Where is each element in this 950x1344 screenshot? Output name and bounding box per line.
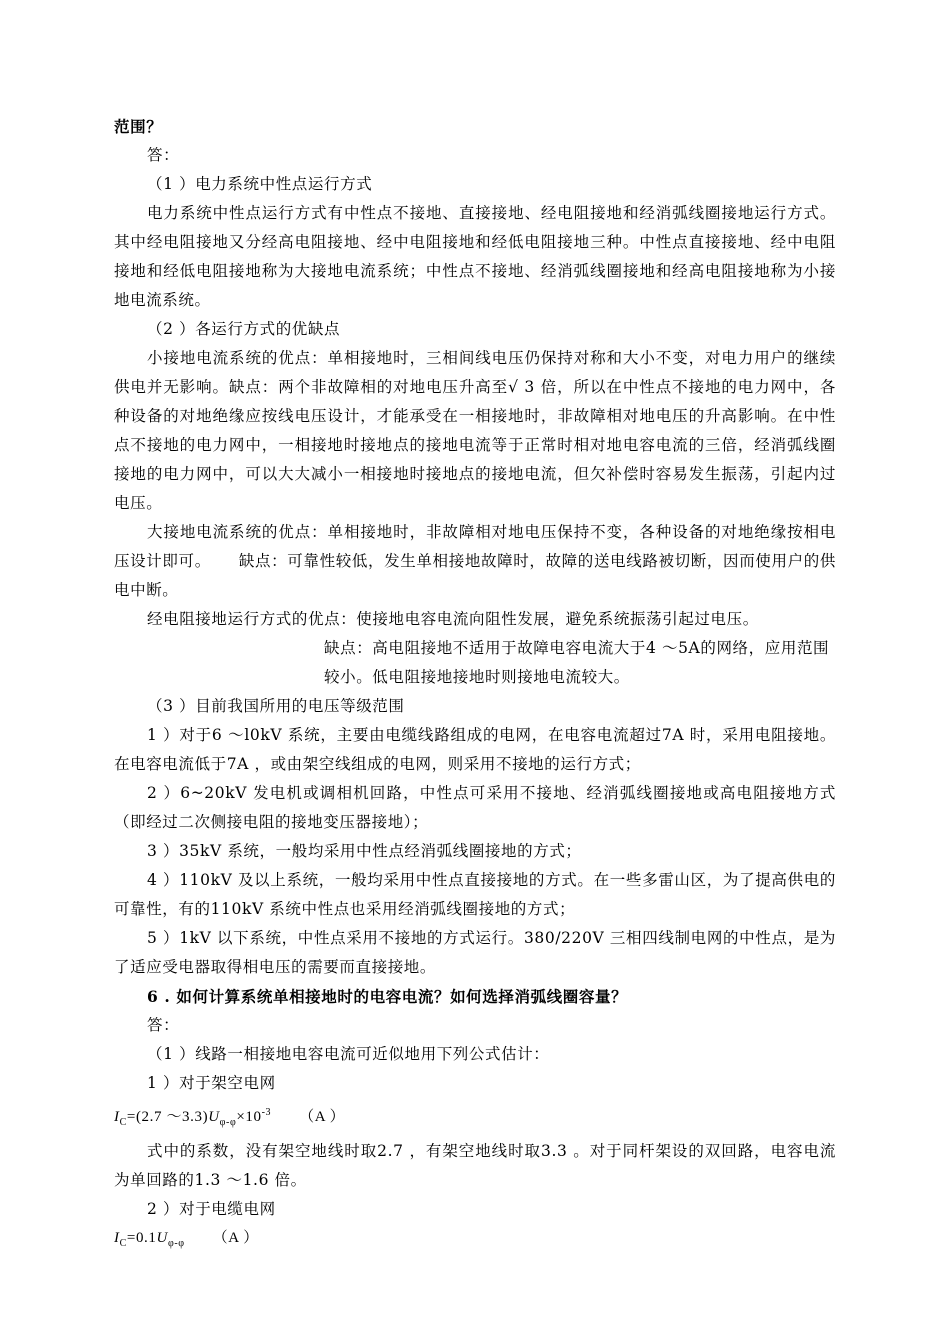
formula-coefficient: =0.1 <box>126 1230 157 1246</box>
formula-sub-phase: φ-φ <box>219 1117 237 1128</box>
voltage-item-5: 5 ）1kV 以下系统，中性点采用不接地的方式运行。380/220V 三相四线制电网的中性点，是为了适应受电器取得相电压的需要而直接接地。 <box>114 929 836 976</box>
subheading-capacitance: （1 ）线路一相接地电容电流可近似地用下列公式估计： <box>147 1045 550 1063</box>
heading-continuation: 范围？ <box>114 117 163 136</box>
paragraph-resistance-disadvantages <box>114 634 836 692</box>
subheading-3: （3 ）目前我国所用的电压等级范围 <box>147 697 405 715</box>
paragraph-small-current-system: 小接地电流系统的优点：单相接地时，三相间线电压仍保持对称和大小不变，对电力用户的继续供电并无影响。缺点：两个非故障相的对地电压升高至√ 3 倍，所以在中性点不接地的电力网中，各种设备的对地绝缘应按线电压设计，才能承受在一相接地时，非故障相对地电压的升高影响。在中性点不接地的电力网中，一相接地时接地点的接地电流等于正常时相对地电容电流的三倍，经消弧线圈接地的电力网中，可以大大减小一相接地时接地点的接地电流，但欠补偿时容易发生振荡，引起内过电压。 <box>114 349 836 512</box>
paragraph-coefficient: 式中的系数，没有架空地线时取2.7 ，有架空地线时取3.3 。对于同杆架设的双回路，电容电流为单回路的1.3 ～1.6 倍。 <box>114 1142 836 1189</box>
formula-sub-c: C <box>119 1238 127 1249</box>
formula-unit: （A ） <box>299 1109 346 1125</box>
answer-label: 答： <box>147 146 180 164</box>
formula-overhead <box>114 1098 836 1137</box>
formula-var-i: I <box>114 1230 120 1246</box>
paragraph-resistance-grounding: 经电阻接地运行方式的优点：使接地电容电流向阻性发展，避免系统振荡引起过电压。 <box>147 610 759 628</box>
formula-sub-phase: φ-φ <box>167 1238 185 1249</box>
voltage-item-4: 4 ）110kV 及以上系统，一般均采用中性点直接接地的方式。在一些多雷山区，为了提高供电的可靠性，有的110kV 系统中性点也采用经消弧线圈接地的方式； <box>114 871 836 918</box>
paragraph-large-current-system <box>114 518 836 605</box>
resistance-disadvantages-text: 缺点：高电阻接地不适用于故障电容电流大于4 ～5A的网络，应用范围较小。低电阻接地接地时则接地电流较大。 <box>324 639 830 686</box>
document-body <box>114 112 836 1258</box>
formula-exponent: -3 <box>261 1107 272 1118</box>
cable-grid-label: 2 ）对于电缆电网 <box>147 1200 276 1218</box>
answer-label-2: 答： <box>147 1016 180 1034</box>
subheading-2: （2 ）各运行方式的优缺点 <box>147 320 341 338</box>
voltage-item-1: 1 ）对于6 ～l0kV 系统，主要由电缆线路组成的电网，在电容电流超过7A 时，采用电阻接地。在电容电流低于7A ，或由架空线组成的电网，则采用不接地的运行方式； <box>114 726 836 773</box>
subheading-1: （1 ）电力系统中性点运行方式 <box>147 175 373 193</box>
formula-sub-c: C <box>119 1117 127 1128</box>
formula-unit: （A ） <box>212 1230 259 1246</box>
formula-multiplier: ×10 <box>236 1109 262 1125</box>
large-current-advantages: 大接地电流系统的优点：单相接地时，非故障相对地电压保持不变，各种设备的对地绝缘按相电压设计即可。 <box>114 523 836 570</box>
large-current-disadvantages: 缺点：可靠性较低，发生单相接地故障时，故障的送电线路被切断，因而使用户的供电中断。 <box>114 552 836 599</box>
formula-cable <box>114 1224 836 1258</box>
formula-var-u: U <box>208 1109 220 1125</box>
paragraph-operation-modes: 电力系统中性点运行方式有中性点不接地、直接接地、经电阻接地和经消弧线圈接地运行方式。其中经电阻接地又分经高电阻接地、经中电阻接地和经低电阻接地三种。中性点直接接地、经中电阻接地和经低电阻接地称为大接地电流系统；中性点不接地、经消弧线圈接地和经高电阻接地称为小接地电流系统。 <box>114 204 836 309</box>
voltage-item-2: 2 ）6~20kV 发电机或调相机回路，中性点可采用不接地、经消弧线圈接地或高电阻接地方式（即经过二次侧接电阻的接地变压器接地）； <box>114 784 836 831</box>
formula-var-u: U <box>156 1230 168 1246</box>
voltage-item-3: 3 ）35kV 系统，一般均采用中性点经消弧线圈接地的方式； <box>147 842 582 860</box>
overhead-grid-label: 1 ）对于架空电网 <box>147 1074 276 1092</box>
formula-var-i: I <box>114 1109 120 1125</box>
question-6-heading: 6 . 如何计算系统单相接地时的电容电流？如何选择消弧线圈容量？ <box>147 987 628 1006</box>
formula-coefficient: =(2.7 ～3.3) <box>126 1109 209 1125</box>
